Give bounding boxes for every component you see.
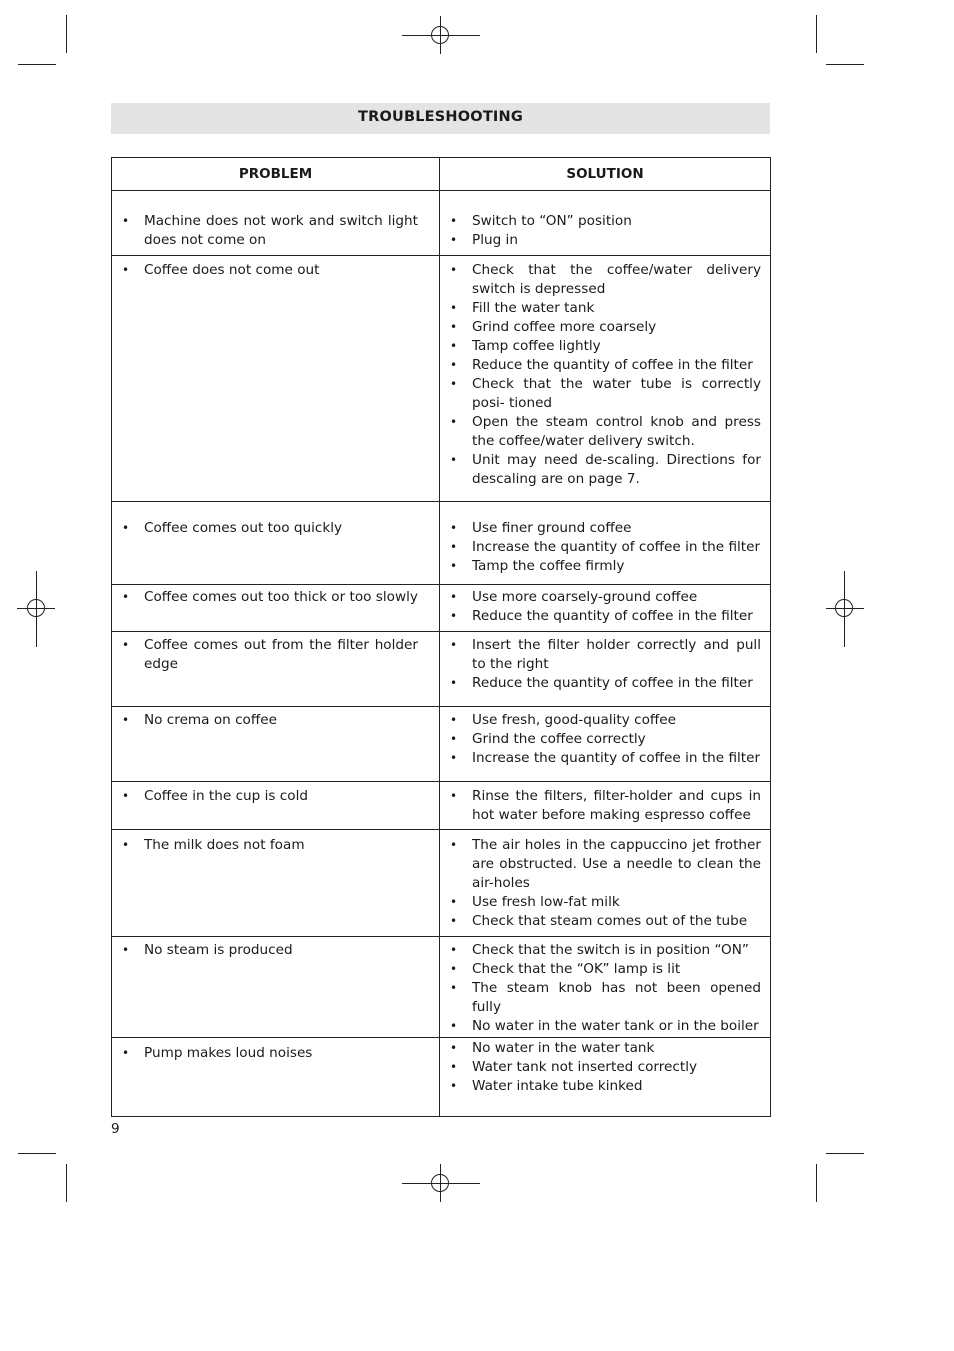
solution-item: • Use finer ground coffee (441, 519, 769, 538)
solution-item: • Rinse the filters, filter-holder and cups in hot water before making espresso coffee (441, 787, 769, 825)
crop-mark (18, 64, 56, 65)
solution-item: • Tamp the coffee firmly (441, 557, 769, 576)
solution-item: • Insert the filter holder correctly and pull to the right (441, 636, 769, 674)
solution-item: • Water tank not inserted correctly (441, 1058, 769, 1077)
solution-item: • Open the steam control knob and press the coffee/water delivery switch. (441, 413, 769, 451)
crop-mark (816, 15, 817, 53)
solution-item: • Grind coffee more coarsely (441, 318, 769, 337)
solution-item: • Fill the water tank (441, 299, 769, 318)
crop-mark (66, 1164, 67, 1202)
solution-cell (440, 191, 771, 256)
problem-list (113, 1044, 438, 1063)
problem-cell (112, 632, 440, 707)
problem-item: • No crema on coffee (113, 711, 438, 730)
solution-item: • Increase the quantity of coffee in the filter (441, 749, 769, 768)
solution-item: • Reduce the quantity of coffee in the filter (441, 674, 769, 693)
solution-cell (440, 256, 771, 502)
problem-list (113, 519, 438, 538)
problem-cell (112, 707, 440, 782)
solution-item: • Use fresh, good-quality coffee (441, 711, 769, 730)
solution-cell (440, 585, 771, 632)
solution-item: • Use more coarsely-ground coffee (441, 588, 769, 607)
problem-item: • Coffee in the cup is cold (113, 787, 438, 806)
solution-item: • Check that the coffee/water delivery switch is depressed (441, 261, 769, 299)
solution-list (441, 836, 769, 931)
solution-item: • Switch to “ON” position (441, 212, 769, 231)
solution-cell (440, 1038, 771, 1117)
problem-item: • Pump makes loud noises (113, 1044, 438, 1063)
solution-list (441, 261, 769, 489)
crop-mark (826, 64, 864, 65)
problem-item: • Coffee comes out too quickly (113, 519, 438, 538)
solution-item: • Check that steam comes out of the tube (441, 912, 769, 931)
table-row (112, 585, 771, 632)
solution-item: • No water in the water tank (441, 1039, 769, 1058)
table-row (112, 937, 771, 1038)
solution-item: • No water in the water tank or in the boiler (441, 1017, 769, 1036)
solution-cell (440, 937, 771, 1038)
solution-item: • Grind the coffee correctly (441, 730, 769, 749)
problem-item: • Coffee comes out too thick or too slowly (113, 588, 438, 607)
table-row (112, 830, 771, 937)
problem-cell (112, 502, 440, 585)
crop-mark (826, 1153, 864, 1154)
table-row (112, 782, 771, 830)
solution-list (441, 636, 769, 693)
crop-mark (66, 15, 67, 53)
problem-item: • The milk does not foam (113, 836, 438, 855)
solution-item: • Water intake tube kinked (441, 1077, 769, 1096)
solution-list (441, 941, 769, 1036)
registration-circle-icon (431, 1174, 449, 1192)
problem-cell (112, 937, 440, 1038)
problem-list (113, 212, 438, 250)
solution-item: • Check that the water tube is correctly posi- tioned (441, 375, 769, 413)
solution-column-header: SOLUTION (440, 158, 771, 191)
problem-item: • Coffee comes out from the filter holder edge (113, 636, 438, 674)
problem-cell (112, 191, 440, 256)
crop-mark (816, 1164, 817, 1202)
solution-cell (440, 632, 771, 707)
problem-item: • Coffee does not come out (113, 261, 438, 280)
registration-circle-icon (27, 599, 45, 617)
solution-item: • Reduce the quantity of coffee in the filter (441, 356, 769, 375)
solution-list (441, 212, 769, 250)
problem-column-header: PROBLEM (112, 158, 440, 191)
solution-cell (440, 502, 771, 585)
problem-list (113, 636, 438, 674)
solution-list (441, 588, 769, 626)
problem-list (113, 711, 438, 730)
problem-cell (112, 1038, 440, 1117)
solution-item: • Tamp coffee lightly (441, 337, 769, 356)
solution-item: • Increase the quantity of coffee in the filter (441, 538, 769, 557)
solution-item: • The steam knob has not been opened fully (441, 979, 769, 1017)
solution-cell (440, 707, 771, 782)
table-row (112, 707, 771, 782)
solution-cell (440, 830, 771, 937)
table-header-row (112, 158, 771, 191)
table-row (112, 502, 771, 585)
solution-item: • Check that the switch is in position “ON” (441, 941, 769, 960)
solution-list (441, 1039, 769, 1096)
problem-list (113, 941, 438, 960)
solution-item: • Plug in (441, 231, 769, 250)
table-row (112, 1038, 771, 1117)
problem-list (113, 261, 438, 280)
solution-list (441, 787, 769, 825)
table-row (112, 256, 771, 502)
solution-item: • The air holes in the cappuccino jet frother are obstructed. Use a needle to clean the air-holes (441, 836, 769, 893)
registration-circle-icon (835, 599, 853, 617)
crop-mark (18, 1153, 56, 1154)
solution-list (441, 711, 769, 768)
section-heading: TROUBLESHOOTING (111, 103, 770, 134)
solution-item: • Unit may need de-scaling. Directions for descaling are on page 7. (441, 451, 769, 489)
problem-list (113, 588, 438, 607)
problem-cell (112, 256, 440, 502)
problem-cell (112, 782, 440, 830)
problem-item: • No steam is produced (113, 941, 438, 960)
problem-list (113, 787, 438, 806)
solution-cell (440, 782, 771, 830)
problem-cell (112, 585, 440, 632)
problem-cell (112, 830, 440, 937)
solution-list (441, 519, 769, 576)
registration-circle-icon (431, 26, 449, 44)
troubleshooting-table (111, 157, 771, 1117)
solution-item: • Reduce the quantity of coffee in the filter (441, 607, 769, 626)
table-row (112, 191, 771, 256)
solution-item: • Use fresh low-fat milk (441, 893, 769, 912)
solution-item: • Check that the “OK” lamp is lit (441, 960, 769, 979)
problem-list (113, 836, 438, 855)
page-number: 9 (111, 1121, 120, 1137)
problem-item: • Machine does not work and switch light does not come on (113, 212, 438, 250)
table-row (112, 632, 771, 707)
